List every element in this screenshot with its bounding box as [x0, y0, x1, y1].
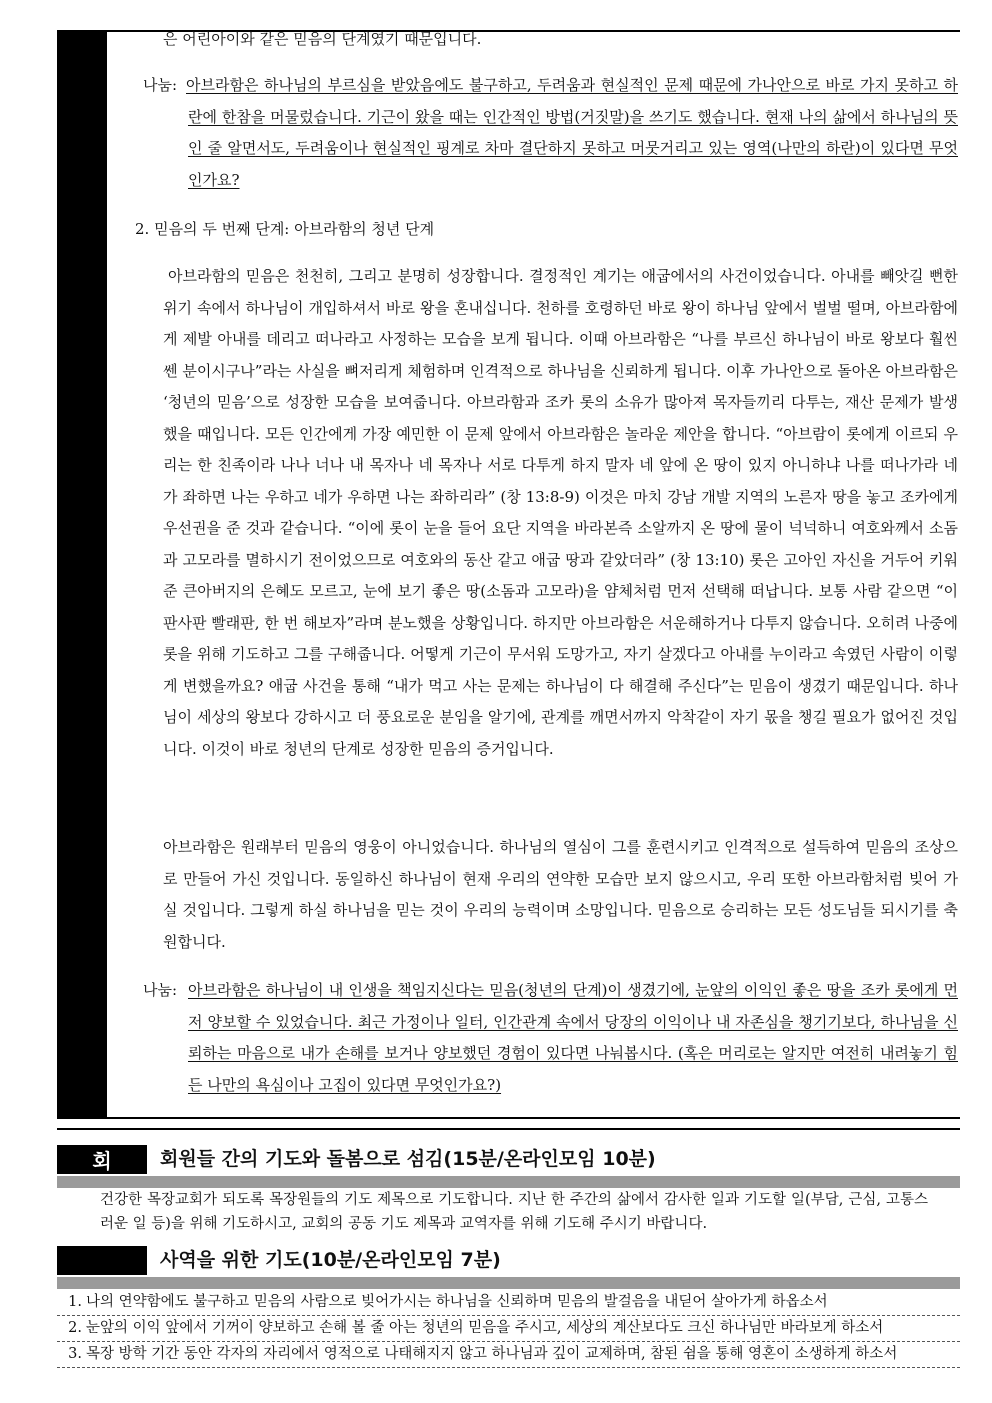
share2-text: 아브라함은 하나님이 내 인생을 책임지신다는 믿음(청년의 단계)이 생겼기에, 눈앞의 이익인 좋은 땅을 조카 롯에게 먼저 양보할 수 있었습니다. 최근 가정이나 일터, 인간관계 속에서 당장의 이익이나 내 자존심을 챙기기보다, 하나님을 신뢰하는 마음으로 내가 손해를 보거나 양보했던 경험이 있다면 나눠봅시다. (혹은 머리로는 알지만 여전히 내려놓기 힘든 나만의 욕심이나 고집이 있다면 무엇인가요?) [188, 981, 958, 1094]
prayer-item-number: 3. [68, 1346, 82, 1362]
section-heading-2: 2. 믿음의 두 번째 단계: 아브라함의 청년 단계 [135, 220, 435, 238]
continuation-text: 은 어린아이와 같은 믿음의 단계였기 때문입니다. [163, 30, 482, 48]
prayer-item-number: 1. [68, 1294, 82, 1310]
sidebar-bar [57, 30, 107, 1118]
members-section-tab: 회 [57, 1145, 147, 1174]
prayer-item [57, 1290, 960, 1316]
share1-label: 나눔: [143, 76, 178, 94]
ministry-section-tab [57, 1246, 147, 1275]
prayer-item-text: 나의 연약함에도 불구하고 믿음의 사람으로 빚어가시는 하나님을 신뢰하며 믿음의 발걸음을 내딛어 살아가게 하옵소서 [86, 1294, 828, 1310]
members-section-title: 회원들 간의 기도와 돌봄으로 섬김(15분/온라인모임 10분) [160, 1148, 656, 1170]
body-paragraph-2: 아브라함은 원래부터 믿음의 영웅이 아니었습니다. 하나님의 열심이 그를 훈련시키고 인격적으로 설득하여 믿음의 조상으로 만들어 가신 것입니다. 동일하신 하나님이 현재 우리의 연약한 모습만 보지 않으시고, 우리 또한 아브라함처럼 빚어 가실 것입니다. 그렇게 하실 하나님을 믿는 것이 우리의 능력이며 소망입니다. 믿음으로 승리하는 모든 성도님들 되시기를 축원합니다. [163, 838, 958, 951]
ministry-section-title: 사역을 위한 기도(10분/온라인모임 7분) [160, 1249, 501, 1271]
prayer-item-text: 목장 방학 기간 동안 각자의 자리에서 영적으로 나태해지지 않고 하나님과 깊이 교제하며, 참된 쉼을 통해 영혼이 소생하게 하소서 [86, 1346, 898, 1362]
lesson-bottom-rule [57, 1117, 960, 1119]
members-section-bar [57, 1176, 960, 1188]
members-section-body: 건강한 목장교회가 되도록 목장원들의 기도 제목으로 기도합니다. 지난 한 주간의 삶에서 감사한 일과 기도할 일(부담, 근심, 고통스러운 일 등)을 위해 기도하시고, 교회의 공동 기도 제목과 교역자를 위해 기도해 주시기 바랍니다. [100, 1192, 928, 1232]
members-top-rule [57, 1128, 960, 1130]
share1-text: 아브라함은 하나님의 부르심을 받았음에도 불구하고, 두려움과 현실적인 문제 때문에 가나안으로 바로 가지 못하고 하란에 한참을 머물렀습니다. 기근이 왔을 때는 인간적인 방법(거짓말)을 쓰기도 했습니다. 현재 나의 삶에서 하나님의 뜻인 줄 알면서도, 두려움이나 현실적인 핑계로 차마 결단하지 못하고 머뭇거리고 있는 영역(나만의 하란)이 있다면 무엇인가요? [186, 76, 958, 189]
prayer-item-number: 2. [68, 1320, 82, 1336]
prayer-item [57, 1316, 960, 1342]
prayer-item [57, 1342, 960, 1368]
share2-label: 나눔: [143, 981, 178, 999]
ministry-section-bar [57, 1277, 960, 1289]
body-paragraph-1: 아브라함의 믿음은 천천히, 그리고 분명히 성장합니다. 결정적인 계기는 애굽에서의 사건이었습니다. 아내를 빼앗길 뻔한 위기 속에서 하나님이 개입하셔서 바로 왕을 혼내십니다. 천하를 호령하던 바로 왕이 하나님 앞에서 벌벌 떨며, 아브라함에게 제발 아내를 데리고 떠나라고 사정하는 모습을 보게 됩니다. 이때 아브라함은 “나를 부르신 하나님이 바로 왕보다 훨씬 쎈 분이시구나”라는 사실을 뼈저리게 체험하며 인격적으로 하나님을 신뢰하게 됩니다. 이후 가나안으로 돌아온 아브라함은 ‘청년의 믿음’으로 성장한 모습을 보여줍니다. 아브라함과 조카 롯의 소유가 많아져 목자들끼리 다투는, 재산 문제가 발생했을 때입니다. 모든 인간에게 가장 예민한 이 문제 앞에서 아브라함은 놀라운 제안을 합니다. “아브람이 롯에게 이르되 우리는 한 친족이라 나나 너나 내 목자나 네 목자나 서로 다투게 하지 말자 네 앞에 온 땅이 있지 아니하냐 나를 떠나가라 네가 좌하면 나는 우하고 네가 우하면 나는 좌하리라” (창 13:8-9) 이것은 마치 강남 개발 지역의 노른자 땅을 놓고 조카에게 우선권을 준 것과 같습니다. “이에 롯이 눈을 들어 요단 지역을 바라본즉 소알까지 온 땅에 물이 넉넉하니 여호와께서 소돔과 고모라를 멸하시기 전이었으므로 여호와의 동산 같고 애굽 땅과 같았더라” (창 13:10) 롯은 고아인 자신을 거두어 키워준 큰아버지의 은혜도 모르고, 눈에 보기 좋은 땅(소돔과 고모라)을 얌체처럼 먼저 선택해 떠납니다. 보통 사람 같으면 “이판사판 빨래판, 한 번 해보자”라며 분노했을 상황입니다. 하지만 아브라함은 서운해하거나 다투지 않습니다. 오히려 나중에 롯을 위해 기도하고 그를 구해줍니다. 어떻게 기근이 무서워 도망가고, 자기 살겠다고 아내를 누이라고 속였던 사람이 이렇게 변했을까요? 애굽 사건을 통해 “내가 먹고 사는 문제는 하나님이 다 해결해 주신다”는 믿음이 생겼기 때문입니다. 하나님이 세상의 왕보다 강하시고 더 풍요로운 분임을 알기에, 관계를 깨면서까지 악착같이 자기 몫을 챙길 필요가 없어진 것입니다. 이것이 바로 청년의 단계로 성장한 믿음의 증거입니다. [163, 267, 958, 758]
prayer-item-text: 눈앞의 이익 앞에서 기꺼이 양보하고 손해 볼 줄 아는 청년의 믿음을 주시고, 세상의 계산보다도 크신 하나님만 바라보게 하소서 [86, 1320, 884, 1336]
